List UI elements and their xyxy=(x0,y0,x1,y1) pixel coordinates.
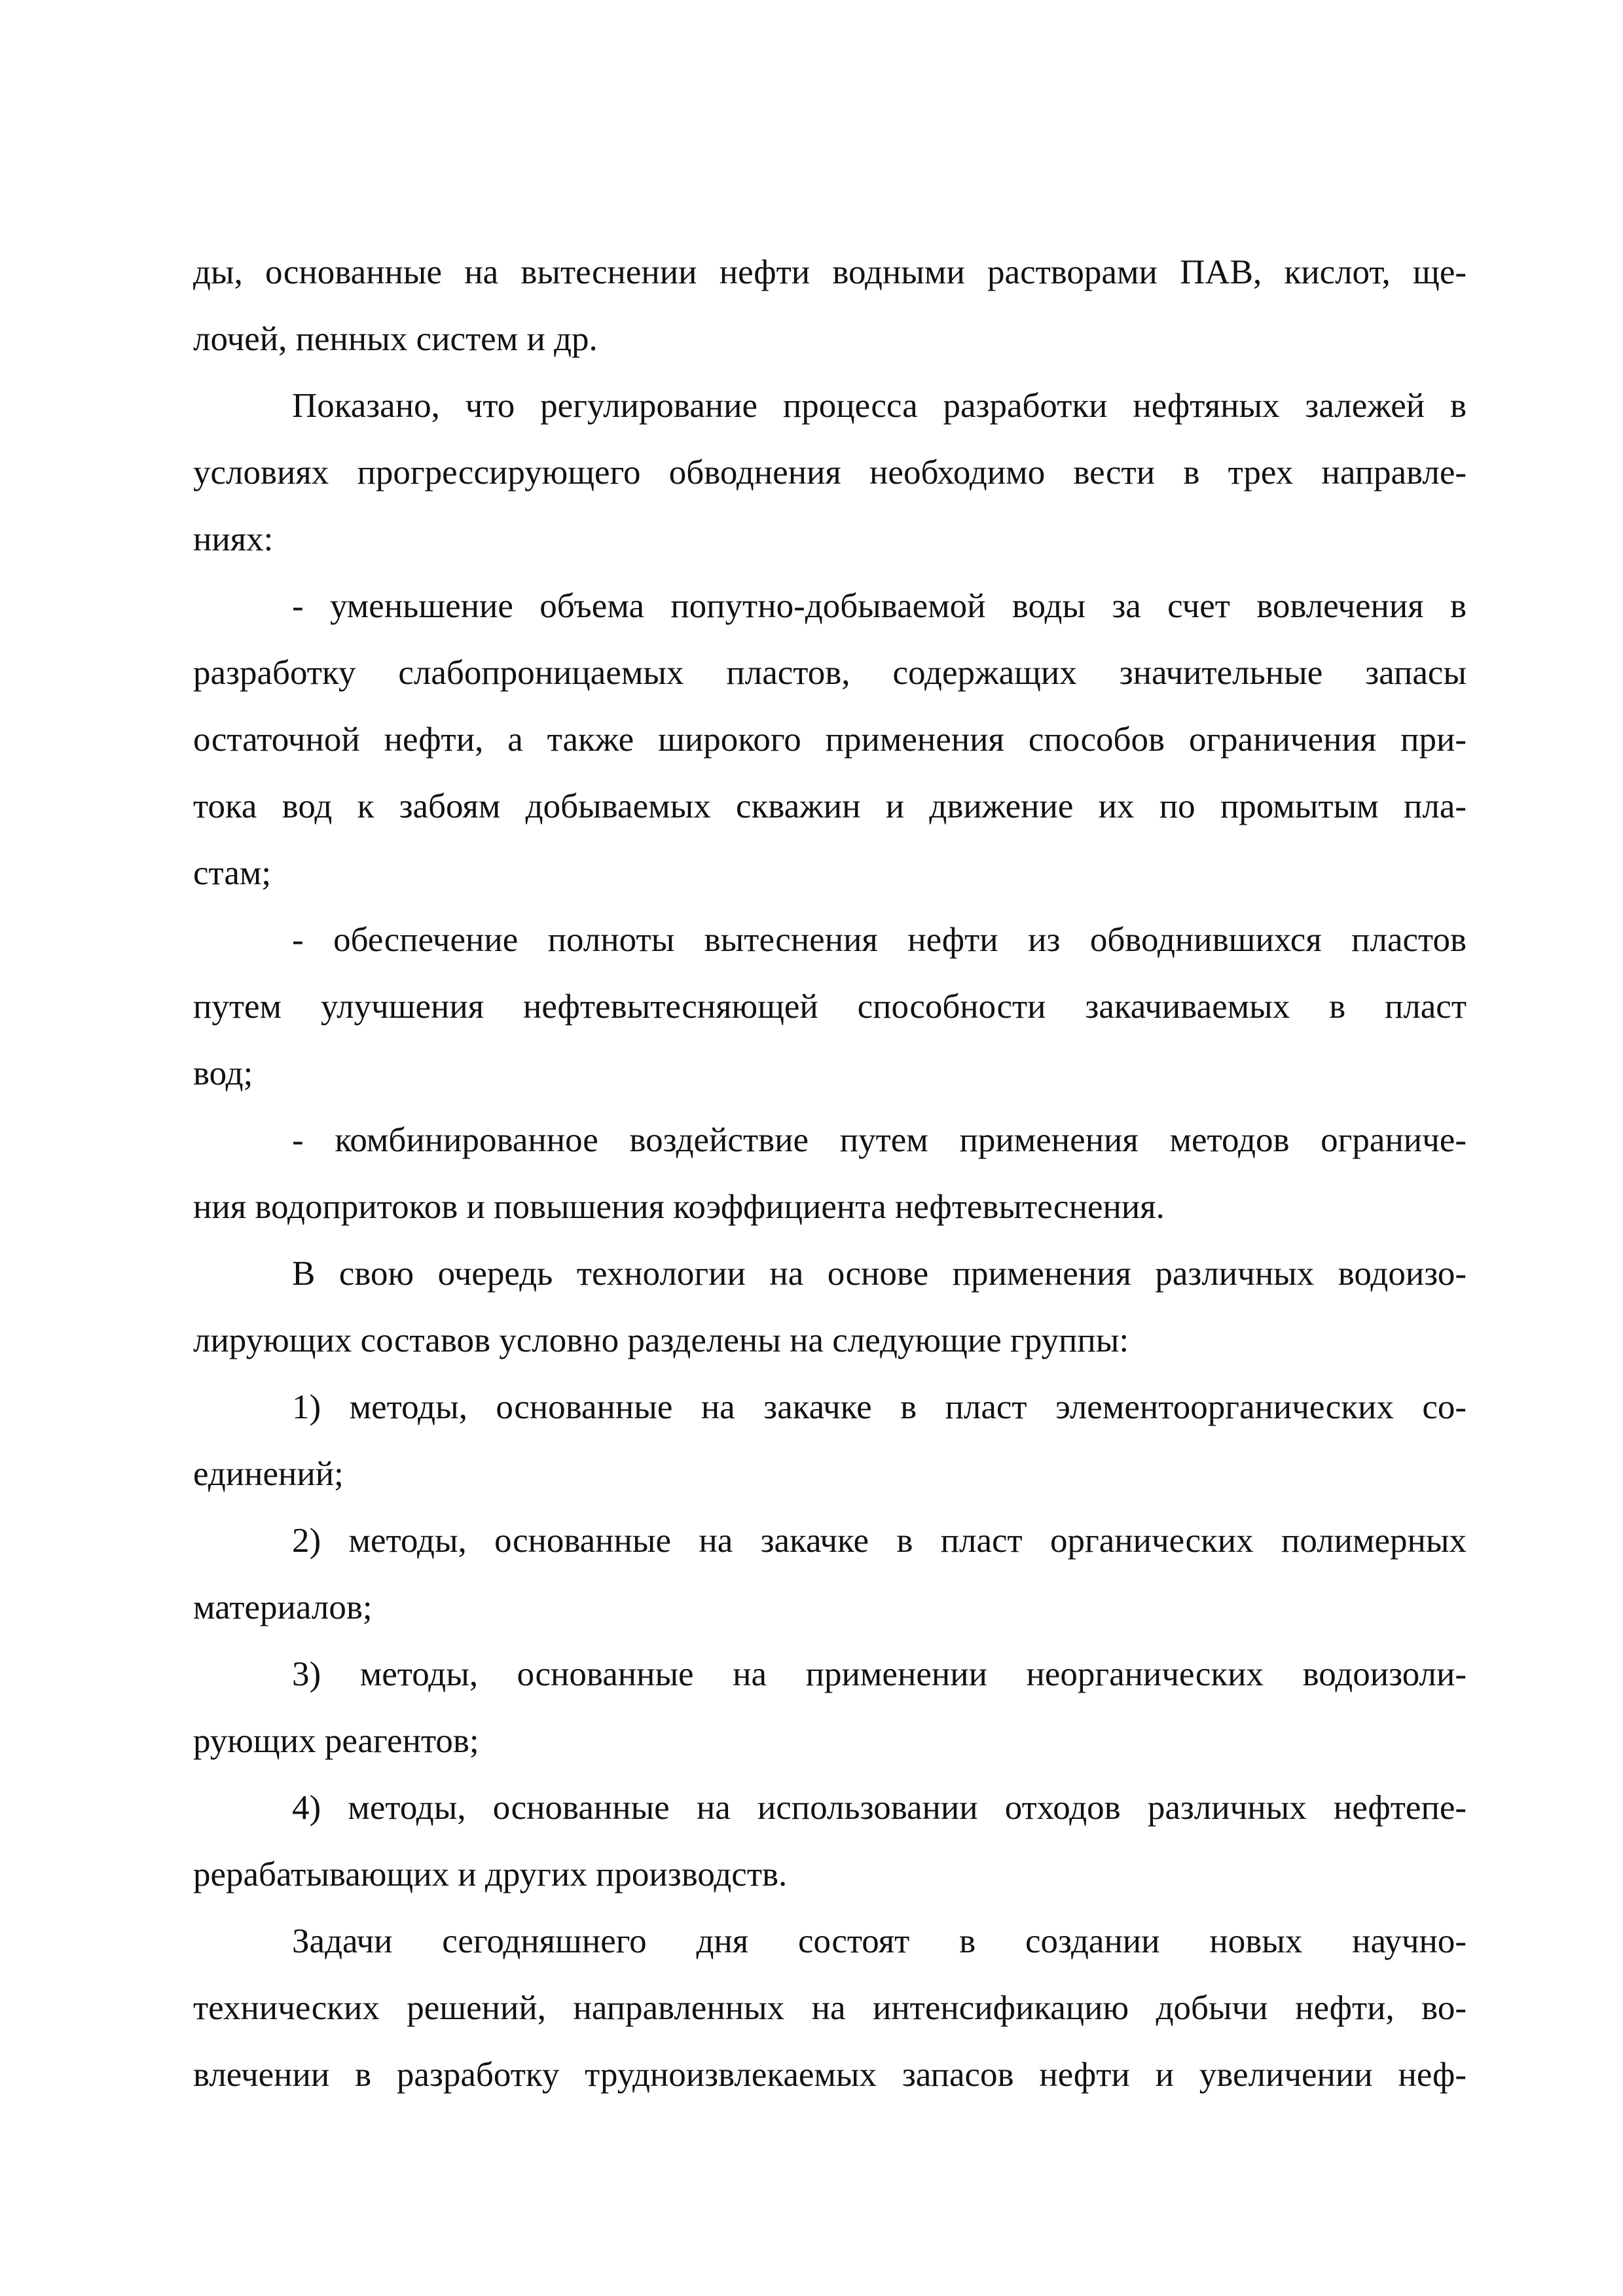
list-item-line: материалов; xyxy=(193,1588,373,1626)
list-item-line: 4) методы, основанные на использовании отходов различных нефтепе- xyxy=(292,1789,1467,1827)
text-line: технических решений, направленных на интенсификацию добычи нефти, во- xyxy=(193,1989,1467,2027)
text-line: лирующих составов условно разделены на следующие группы: xyxy=(193,1321,1129,1359)
text-line: лочей, пенных систем и др. xyxy=(193,320,598,358)
list-item-line: рерабатывающих и других производств. xyxy=(193,1856,788,1893)
text-line: влечении в разработку трудноизвлекаемых запасов нефти и увеличении неф- xyxy=(193,2056,1467,2094)
text-line: условиях прогрессирующего обводнения необходимо вести в трех направле- xyxy=(193,454,1467,492)
list-item-line: путем улучшения нефтевытесняющей способности закачиваемых в пласт xyxy=(193,988,1467,1026)
list-item-line: единений; xyxy=(193,1455,344,1493)
list-item-line: 3) методы, основанные на применении неорганических водоизоли- xyxy=(292,1655,1467,1693)
list-item-line: - уменьшение объема попутно-добываемой воды за счет вовлечения в xyxy=(292,587,1467,625)
list-item-line: остаточной нефти, а также широкого применения способов ограничения при- xyxy=(193,721,1467,759)
text-line: Показано, что регулирование процесса разработки нефтяных залежей в xyxy=(292,387,1467,425)
list-item-line: 1) методы, основанные на закачке в пласт элементоорганических со- xyxy=(292,1388,1467,1426)
text-line: ды, основанные на вытеснении нефти водными растворами ПАВ, кислот, ще- xyxy=(193,253,1467,291)
list-item-line: - обеспечение полноты вытеснения нефти из обводнившихся пластов xyxy=(292,921,1467,959)
list-item-line: стам; xyxy=(193,854,272,892)
text-line: ниях: xyxy=(193,520,274,558)
list-item-line: ния водопритоков и повышения коэффициента нефтевытеснения. xyxy=(193,1188,1165,1226)
list-item-line: разработку слабопроницаемых пластов, содержащих значительные запасы xyxy=(193,654,1467,692)
list-item-line: рующих реагентов; xyxy=(193,1722,479,1760)
text-line: В свою очередь технологии на основе применения различных водоизо- xyxy=(292,1255,1467,1293)
list-item-line: - комбинированное воздействие путем применения методов ограниче- xyxy=(292,1121,1467,1159)
list-item-line: 2) методы, основанные на закачке в пласт органических полимерных xyxy=(292,1522,1467,1560)
list-item-line: тока вод к забоям добываемых скважин и движение их по промытым пла- xyxy=(193,787,1467,825)
text-line: Задачи сегодняшнего дня состоят в создании новых научно- xyxy=(292,1922,1467,1960)
list-item-line: вод; xyxy=(193,1054,253,1092)
